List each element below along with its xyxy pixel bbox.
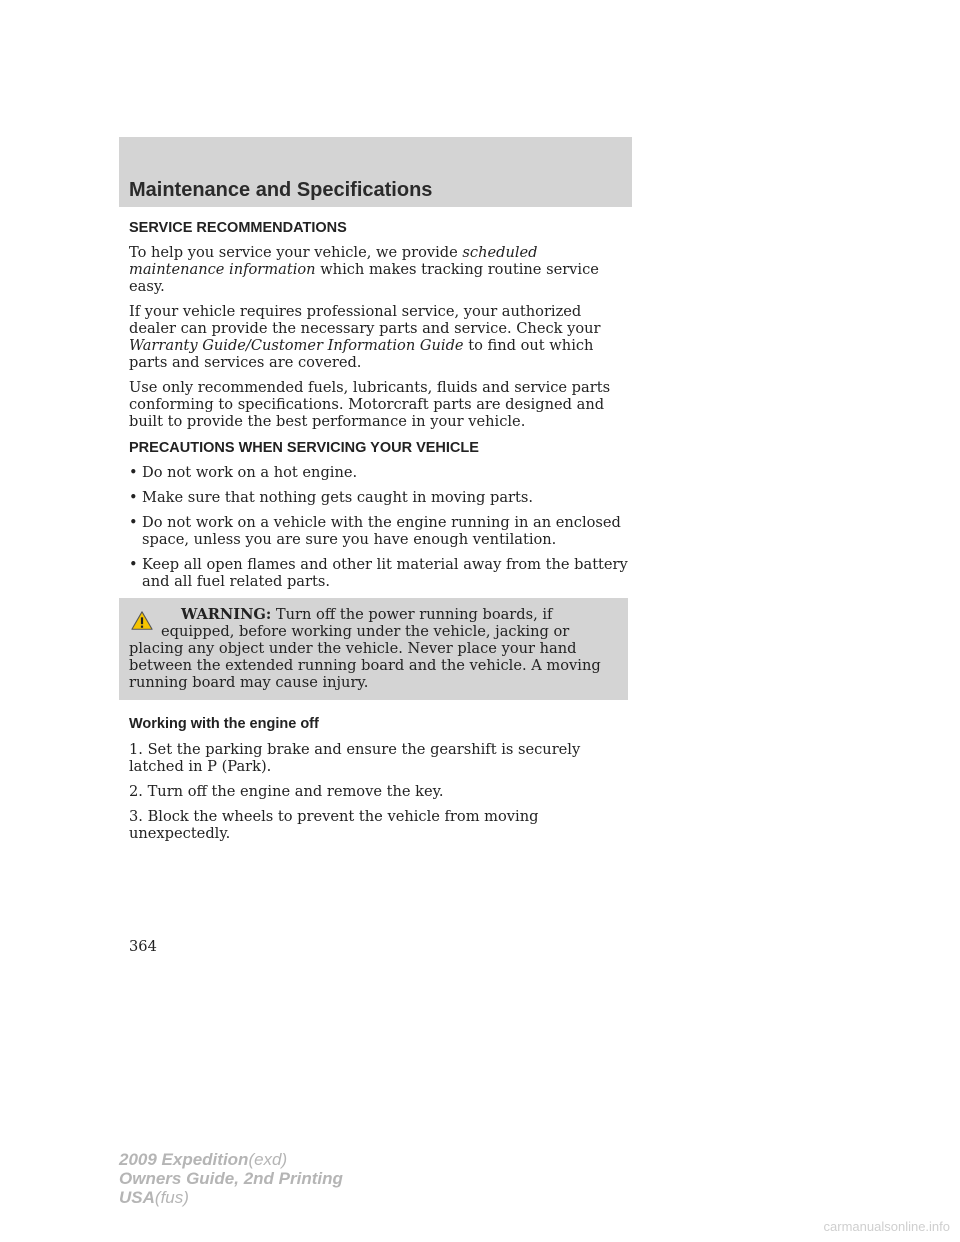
service-recommendations-heading: SERVICE RECOMMENDATIONS: [129, 220, 347, 236]
warning-content: [129, 606, 601, 691]
list-item: [129, 464, 629, 481]
list-item-text: Make sure that nothing gets caught in moving parts.: [142, 489, 533, 506]
precautions-heading: PRECAUTIONS WHEN SERVICING YOUR VEHICLE: [129, 440, 479, 456]
list-item: [129, 514, 629, 548]
service-p2-text-b: to find out which parts and services are covered.: [129, 337, 594, 371]
section-header-band: [119, 137, 632, 207]
site-watermark: carmanualsonline.info: [823, 1219, 950, 1234]
list-item-text: Do not work on a hot engine.: [142, 464, 358, 481]
service-paragraph-1: [129, 244, 629, 295]
footer-line-2: Owners Guide, 2nd Printing: [119, 1169, 343, 1188]
section-title: Maintenance and Specifications: [129, 179, 433, 201]
step-item: 3. Block the wheels to prevent the vehicle from moving unexpectedly.: [129, 808, 539, 842]
step-item: 1. Set the parking brake and ensure the gearshift is securely latched in P (Park).: [129, 741, 581, 775]
service-p1-text-a: To help you service your vehicle, we provide: [129, 244, 458, 261]
service-p1-italic: scheduled maintenance information: [129, 244, 538, 278]
footer-model-code: (exd): [248, 1150, 288, 1169]
bullet-glyph: •: [129, 556, 138, 573]
footer-market-code: (fus): [154, 1188, 189, 1207]
service-paragraph-3: Use only recommended fuels, lubricants, fluids and service parts conforming to specifications. Motorcraft parts are designed and built to provide the best performance in your vehicle.: [129, 379, 611, 430]
list-item-text: Keep all open flames and other lit material away from the battery and all fuel related parts.: [142, 556, 628, 590]
engine-off-section: [129, 716, 629, 842]
list-item: [129, 556, 629, 590]
bullet-glyph: •: [129, 489, 138, 506]
warning-text: Turn off the power running boards, if equipped, before working under the vehicle, jacking or placing any object under the vehicle. Never place your hand between the extended running board and the vehicle. A moving running board may cause injury.: [129, 606, 601, 691]
list-item: [129, 489, 629, 506]
bullet-glyph: •: [129, 514, 138, 531]
service-paragraph-2: [129, 303, 629, 371]
service-p1-text-b: which makes tracking routine service easy.: [129, 261, 599, 295]
footer-market: USA: [119, 1188, 155, 1207]
precautions-list: [129, 464, 629, 590]
list-item-text: Do not work on a vehicle with the engine running in an enclosed space, unless you are sure you have enough ventilation.: [142, 514, 621, 548]
warning-box: [119, 598, 628, 700]
page-content: [129, 220, 629, 850]
footer-model: 2009 Expedition: [119, 1150, 249, 1169]
document-footer: [119, 1150, 343, 1207]
service-p2-text-a: If your vehicle requires professional service, your authorized dealer can provide the necessary parts and service. Check your: [129, 303, 601, 337]
footer-line-3: [119, 1188, 343, 1207]
footer-line-1: [119, 1150, 343, 1169]
page-number: 364: [129, 938, 157, 955]
engine-off-heading: Working with the engine off: [129, 716, 319, 732]
bullet-glyph: •: [129, 464, 138, 481]
warning-label: WARNING:: [181, 606, 272, 623]
service-p2-italic: Warranty Guide/Customer Information Guide: [129, 337, 464, 354]
warning-triangle-icon: [131, 610, 153, 632]
step-item: 2. Turn off the engine and remove the key.: [129, 783, 444, 800]
